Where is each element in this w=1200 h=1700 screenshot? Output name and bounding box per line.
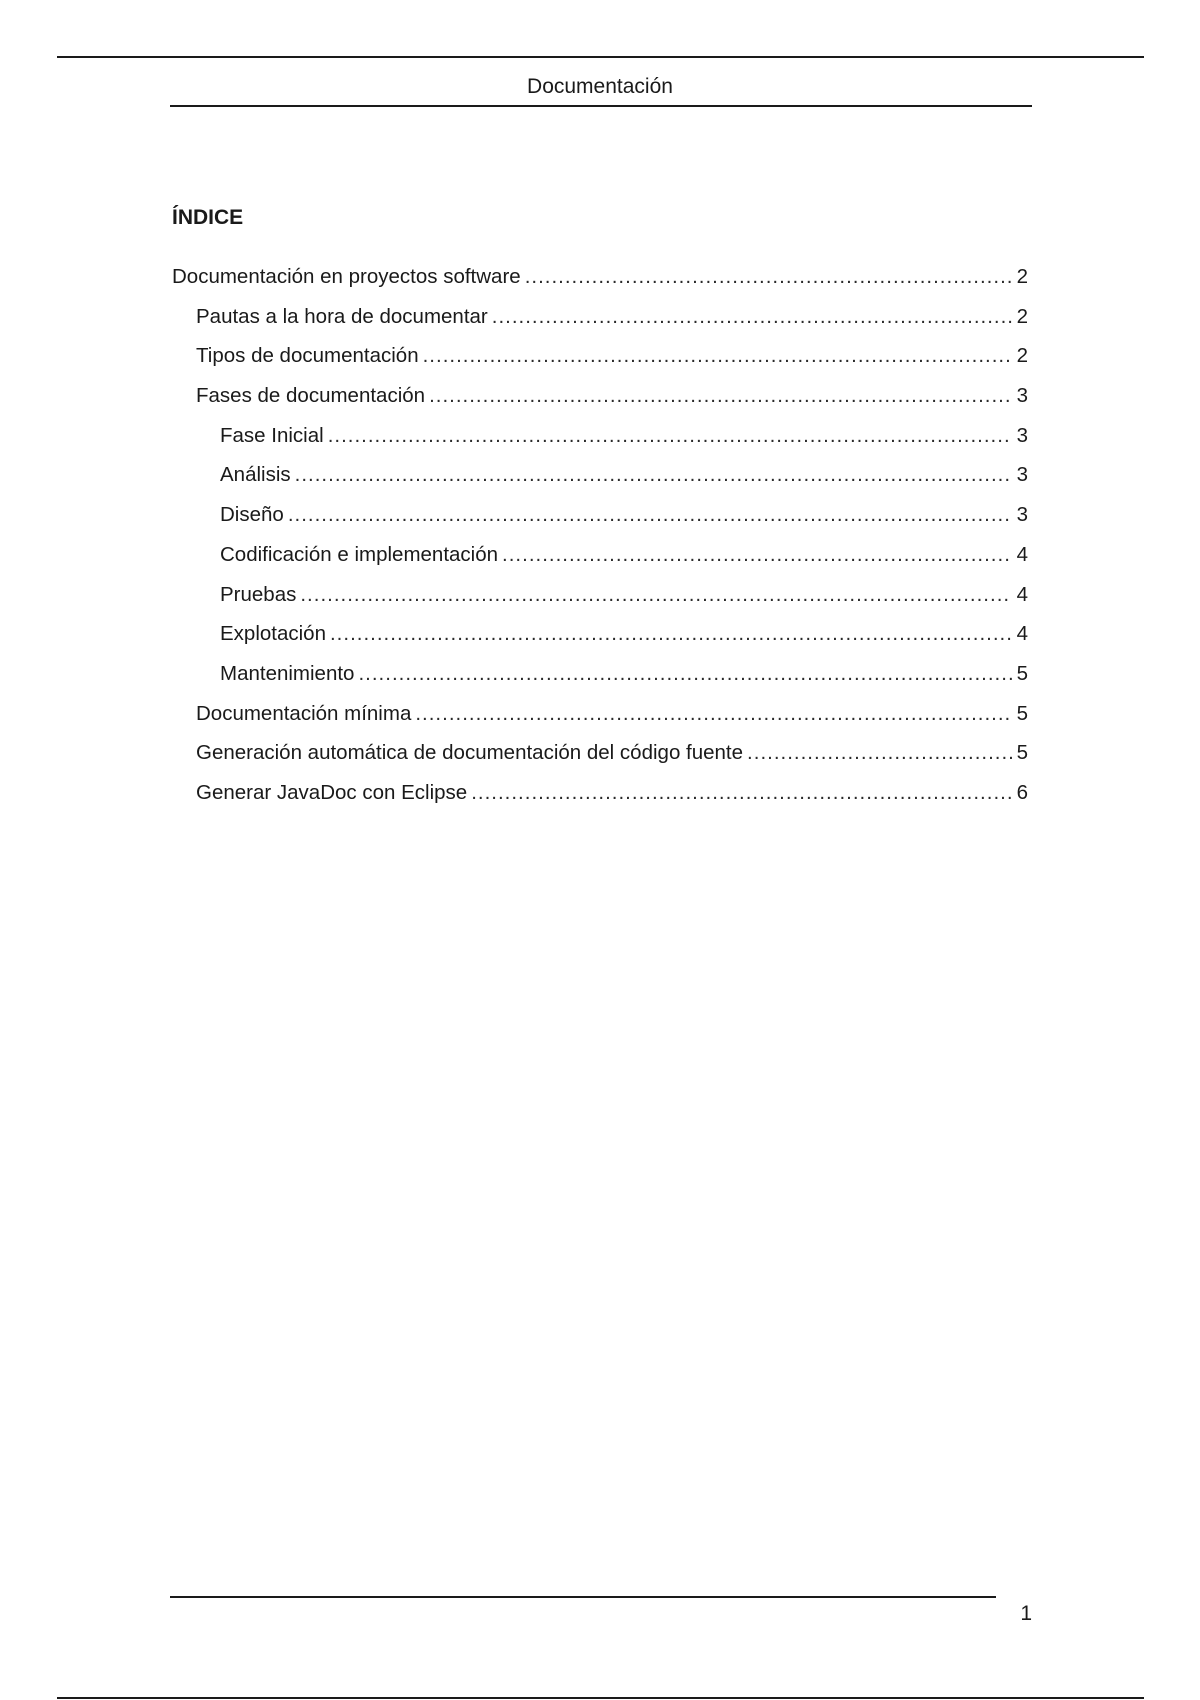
toc-dot-leader: [358, 661, 1012, 687]
toc-entry[interactable]: [172, 780, 1028, 820]
toc-entry[interactable]: [172, 502, 1028, 542]
toc-dot-leader: [747, 740, 1012, 766]
footer-divider: [170, 1596, 996, 1598]
toc-entry-label: Fase Inicial: [220, 423, 324, 447]
toc-dot-leader: [429, 383, 1012, 409]
toc-entry-page: 5: [1016, 661, 1028, 685]
toc-entry[interactable]: [172, 343, 1028, 383]
toc-entry-label: Tipos de documentación: [196, 344, 419, 368]
toc-entry-page: 4: [1016, 582, 1028, 606]
footer-page-number: 1: [1020, 1602, 1032, 1625]
toc-entry-label: Pruebas: [220, 582, 297, 606]
toc-entry-label: Análisis: [220, 463, 291, 487]
header-divider: [170, 105, 1032, 107]
toc-dot-leader: [525, 264, 1012, 290]
toc-dot-leader: [492, 304, 1012, 330]
toc-entry-label: Explotación: [220, 622, 326, 646]
toc-entry-page: 3: [1016, 423, 1028, 447]
toc-entry-page: 6: [1016, 780, 1028, 804]
toc-entry-page: 2: [1016, 344, 1028, 368]
toc-entry[interactable]: [172, 383, 1028, 423]
toc-entry-page: 3: [1016, 503, 1028, 527]
toc-entry-page: 2: [1016, 304, 1028, 328]
toc-entry[interactable]: [172, 542, 1028, 582]
toc-entry-page: 4: [1016, 622, 1028, 646]
toc-entry-label: Codificación e implementación: [220, 542, 499, 566]
toc-dot-leader: [328, 423, 1012, 449]
toc-entry-label: Documentación mínima: [196, 701, 412, 725]
toc-entry-page: 4: [1016, 542, 1028, 566]
toc-entry[interactable]: [172, 740, 1028, 780]
toc-dot-leader: [288, 502, 1012, 528]
toc-entry[interactable]: [172, 582, 1028, 622]
toc-dot-leader: [423, 343, 1012, 369]
toc-entry-label: Generación automática de documentación del código fuente: [196, 741, 744, 765]
toc-entry[interactable]: [172, 701, 1028, 741]
toc-dot-leader: [471, 780, 1012, 806]
toc-entry-label: Fases de documentación: [196, 384, 426, 408]
toc-entry-page: 2: [1016, 265, 1028, 288]
toc-entry-label: Generar JavaDoc con Eclipse: [196, 780, 468, 804]
toc-dot-leader: [330, 621, 1012, 647]
page-header-title: Documentación: [527, 75, 673, 98]
toc-entry-page: 3: [1016, 384, 1028, 408]
toc-entry[interactable]: [172, 304, 1028, 344]
toc-entry-label: Pautas a la hora de documentar: [196, 304, 488, 328]
toc-entry[interactable]: [172, 264, 1028, 304]
toc-entry[interactable]: [172, 462, 1028, 502]
toc-entry[interactable]: [172, 661, 1028, 701]
toc-dot-leader: [295, 462, 1012, 488]
toc-entry-label: Diseño: [220, 503, 284, 527]
toc-dot-leader: [415, 701, 1012, 727]
toc-entry-page: 5: [1016, 701, 1028, 725]
toc-dot-leader: [502, 542, 1012, 568]
toc-dot-leader: [300, 582, 1012, 608]
toc-heading: ÍNDICE: [172, 206, 244, 229]
page-bottom-edge: [57, 1697, 1144, 1699]
table-of-contents: [172, 264, 1028, 820]
toc-entry[interactable]: [172, 423, 1028, 463]
page-top-edge: [57, 56, 1144, 58]
toc-entry-page: 5: [1016, 741, 1028, 765]
toc-entry[interactable]: [172, 621, 1028, 661]
toc-entry-page: 3: [1016, 463, 1028, 487]
toc-entry-label: Documentación en proyectos software: [172, 265, 521, 288]
toc-entry-label: Mantenimiento: [220, 661, 355, 685]
